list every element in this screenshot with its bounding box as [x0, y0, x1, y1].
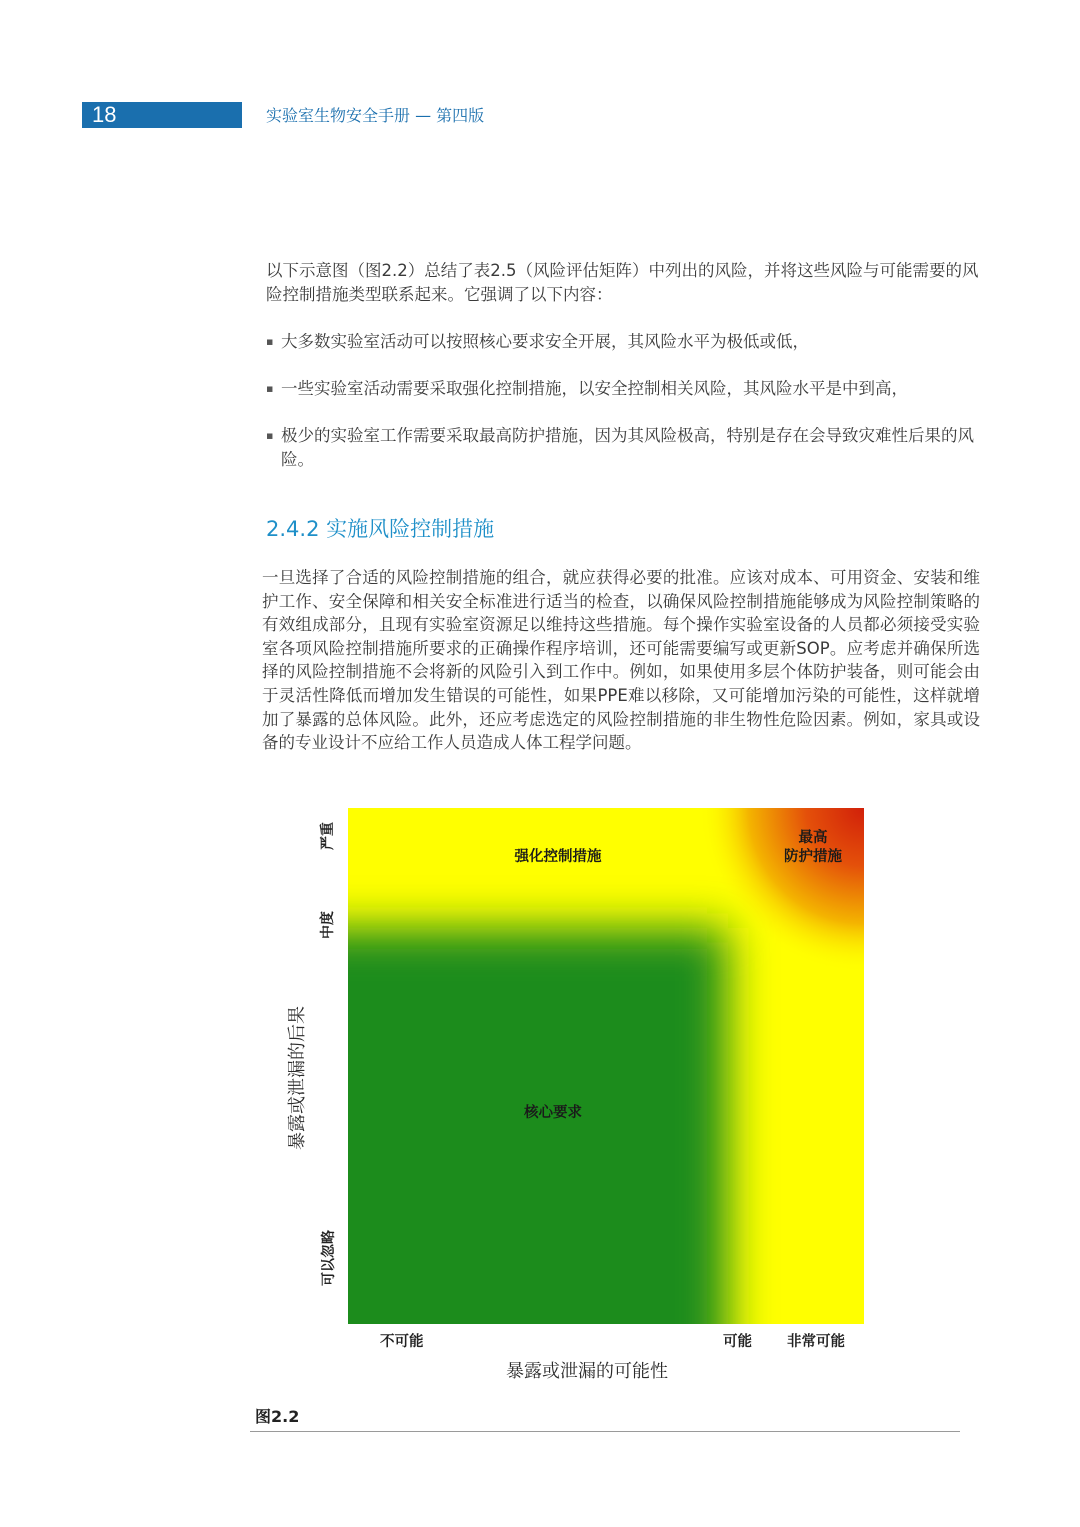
zone-label-enhanced: 强化控制措施: [514, 849, 602, 865]
caption-divider: [250, 1431, 960, 1432]
y-tick-label: 可以忽略: [321, 1230, 337, 1286]
zone-label-highest-line2: 防护措施: [784, 849, 842, 865]
bullet-icon: ▪: [266, 335, 274, 348]
list-item: [266, 424, 980, 472]
x-tick-label: 可能: [723, 1334, 752, 1350]
x-tick-label: 不可能: [380, 1334, 424, 1350]
zone-label-core: 核心要求: [524, 1105, 582, 1121]
section-paragraph: 一旦选择了合适的风险控制措施的组合，就应获得必要的批准。应该对成本、可用资金、安装和维护工作、安全保障和相关安全标准进行适当的检查，以确保风险控制措施能够成为风险控制策略的有效组成部分，且现有实验室资源足以维持这些措施。每个操作实验室设备的人员都必须接受实验室各项风险控制措施所要求的正确操作程序培训，还可能需要编写或更新SOP。应考虑并确保所选择的风险控制措施不会将新的风险引入到工作中。例如，如果使用多层个体防护装备，则可能会由于灵活性降低而增加发生错误的可能性，如果PPE难以移除，又可能增加污染的可能性，这样就增加了暴露的总体风险。此外，还应考虑选定的风险控制措施的非生物性危险因素。例如，家具或设备的专业设计不应给工作人员造成人体工程学问题。: [262, 568, 980, 753]
y-axis-title: 暴露或泄漏的后果: [287, 1006, 308, 1150]
bullet-icon: ▪: [266, 382, 274, 395]
list-item-text: 一些实验室活动需要采取强化控制措施，以安全控制相关风险，其风险水平是中到高，: [281, 379, 908, 398]
section-heading: 2.4.2 实施风险控制措施: [266, 517, 495, 541]
list-item: [266, 330, 980, 354]
risk-matrix-fill: [348, 808, 864, 1324]
list-item-text: 大多数实验室活动可以按照核心要求安全开展，其风险水平为极低或低，: [281, 332, 809, 351]
y-tick-label: 中度: [320, 911, 336, 939]
x-tick-label: 非常可能: [787, 1334, 845, 1350]
bullet-icon: ▪: [266, 429, 274, 442]
running-header: 实验室生物安全手册 — 第四版: [266, 106, 485, 125]
page-number: 18: [82, 102, 242, 128]
y-tick-label: 严重: [320, 822, 336, 850]
intro-paragraph: 以下示意图（图2.2）总结了表2.5（风险评估矩阵）中列出的风险，并将这些风险与可能需要的风险控制措施类型联系起来。它强调了以下内容：: [266, 261, 979, 304]
list-item-text: 极少的实验室工作需要采取最高防护措施，因为其风险极高，特别是存在会导致灾难性后果的风险。: [281, 426, 974, 469]
zone-label-highest: [768, 829, 858, 867]
figure-caption: 图2.2: [255, 1407, 300, 1426]
list-item: [266, 377, 980, 401]
risk-matrix: [348, 808, 864, 1324]
x-axis-title: 暴露或泄漏的可能性: [506, 1361, 668, 1382]
zone-label-highest-line1: 最高: [798, 830, 828, 846]
